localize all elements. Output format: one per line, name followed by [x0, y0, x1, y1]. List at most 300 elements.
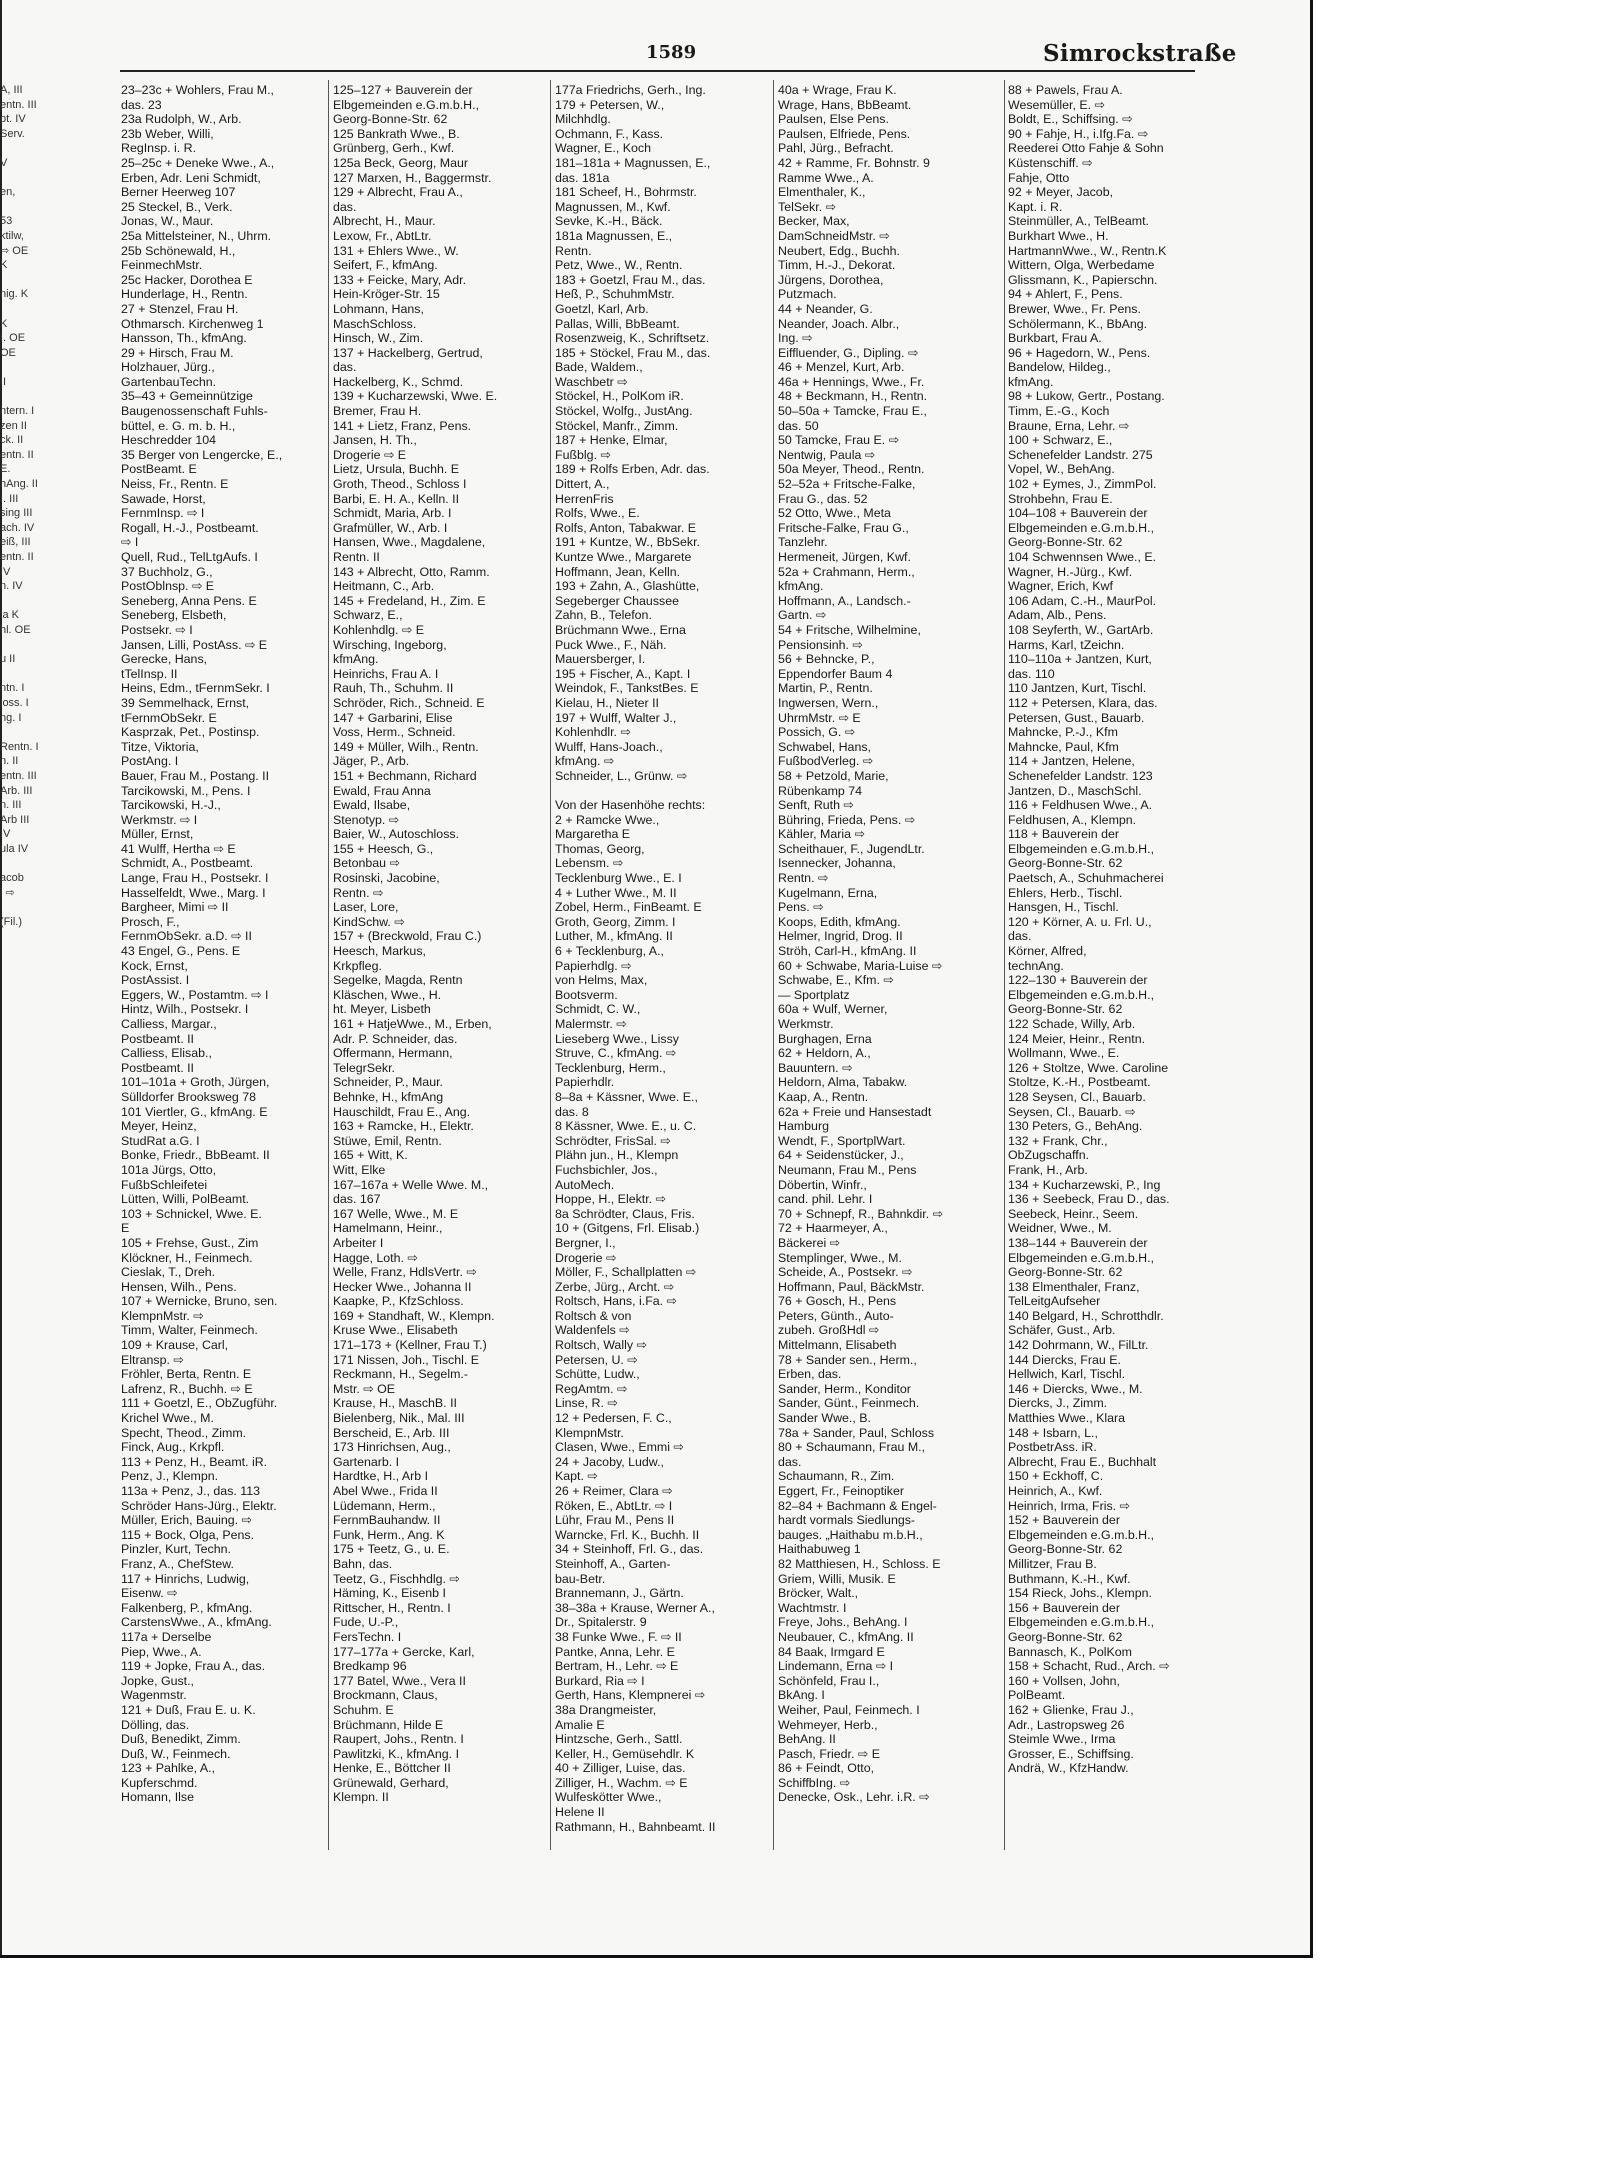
- directory-line: Adam, Alb., Pens.: [1008, 608, 1107, 623]
- directory-line: Betonbau ⇨: [333, 856, 400, 871]
- directory-line: 129 + Albrecht, Frau A.,: [333, 185, 463, 200]
- directory-line: 116 + Feldhusen Wwe., A.: [1008, 798, 1153, 813]
- directory-line: Fritsche-Falke, Frau G.,: [778, 520, 909, 535]
- directory-line: Roltsch, Hans, i.Fa. ⇨: [555, 1294, 677, 1309]
- directory-line: 10 + (Gitgens, Frl. Elisab.): [555, 1221, 700, 1236]
- directory-line: sing III: [0, 507, 33, 520]
- directory-line: Rolfs, Anton, Tabakwar. E: [555, 520, 696, 535]
- directory-line: 136 + Seebeck, Frau D., das.: [1008, 1192, 1170, 1207]
- directory-line: n. III: [0, 799, 22, 812]
- directory-line: 103 + Schnickel, Wwe. E.: [121, 1206, 262, 1221]
- column-rule: [1004, 80, 1005, 1850]
- directory-line: Jürgens, Dorothea,: [778, 272, 884, 287]
- directory-line: bauges. „Haithabu m.b.H.,: [778, 1527, 923, 1542]
- directory-line: Waschbetr ⇨: [555, 374, 628, 389]
- directory-line: Hellwich, Karl, Tischl.: [1008, 1367, 1126, 1382]
- directory-line: Tecklenburg, Herm.,: [555, 1060, 666, 1075]
- directory-line: Arbeiter I: [333, 1235, 384, 1250]
- directory-line: 82–84 + Bachmann & Engel-: [778, 1498, 937, 1513]
- directory-line: 78 + Sander sen., Herm.,: [778, 1352, 917, 1367]
- directory-line: Glissmann, K., Papierschn.: [1008, 272, 1158, 287]
- directory-line: Roltsch, Wally ⇨: [555, 1338, 647, 1353]
- directory-line: Hein-Kröger-Str. 15: [333, 287, 440, 302]
- directory-line: Stoltze, K.-H., Postbeamt.: [1008, 1075, 1151, 1090]
- directory-line: Wehmeyer, Herb.,: [778, 1717, 878, 1732]
- directory-line: Griem, Willi, Musik. E: [778, 1571, 896, 1586]
- directory-line: Zahn, B., Telefon.: [555, 608, 652, 623]
- directory-line: Stöckel, Manfr., Zimm.: [555, 418, 679, 433]
- directory-line: KlempnMstr.: [555, 1425, 624, 1440]
- directory-line: 191 + Kuntze, W., BbSekr.: [555, 535, 700, 550]
- directory-line: 48 + Beckmann, H., Rentn.: [778, 389, 928, 404]
- directory-line: technAng.: [1008, 958, 1064, 973]
- directory-line: UhrmMstr. ⇨ E: [778, 710, 861, 725]
- directory-line: Pallas, Willi, BbBeamt.: [555, 316, 680, 331]
- directory-line: Neumann, Frau M., Pens: [778, 1162, 917, 1177]
- directory-line: Hermeneit, Jürgen, Kwf.: [778, 550, 911, 564]
- directory-line: Hansen, Wwe., Magdalene,: [333, 535, 486, 550]
- directory-line: Elbgemeinden e.G.m.b.H.,: [1008, 1527, 1155, 1542]
- directory-column-4: [778, 83, 1001, 1853]
- directory-line: Steimle Wwe., Irma: [1008, 1732, 1116, 1747]
- directory-line: Matthies Wwe., Klara: [1008, 1411, 1126, 1426]
- directory-line: 52a + Crahmann, Herm.,: [778, 564, 915, 579]
- directory-line: Ströh, Carl-H., kfmAng. II: [778, 944, 917, 959]
- directory-line: Hensen, Wilh., Pens.: [121, 1279, 237, 1294]
- directory-line: Bahn, das.: [333, 1556, 393, 1571]
- directory-line: Brewer, Wwe., Fr. Pens.: [1008, 301, 1141, 316]
- directory-line: Lüdemann, Herm.,: [333, 1498, 436, 1513]
- directory-line: 161 + HatjeWwe., M., Erben,: [333, 1017, 492, 1031]
- directory-line: ht. Meyer, Lisbeth: [333, 1002, 431, 1017]
- directory-line: 25b Schönewald, H.,: [121, 243, 236, 258]
- directory-line: Ing. ⇨: [778, 331, 813, 346]
- directory-line: das. 23: [121, 97, 162, 112]
- directory-line: Becker, Max,: [778, 214, 850, 229]
- directory-line: das.: [333, 360, 357, 375]
- directory-line: Rentn.: [555, 243, 592, 258]
- directory-line: I. OE: [0, 332, 26, 345]
- directory-line: Berscheid, E., Arb. III: [333, 1425, 450, 1440]
- directory-line: 35–43 + Gemeinnützige: [121, 389, 253, 404]
- directory-line: Albrecht, Frau E., Buchhalt: [1008, 1454, 1157, 1469]
- directory-line: 101 Viertler, G., kfmAng. E: [121, 1104, 268, 1119]
- directory-line: Gerth, Hans, Klempnerei ⇨: [555, 1688, 706, 1703]
- directory-line: PostAng. I: [121, 754, 179, 769]
- directory-line: Bröcker, Walt.,: [778, 1586, 859, 1601]
- directory-line: Postsekr. ⇨ I: [121, 622, 193, 637]
- directory-line: 137 + Hackelberg, Gertrud,: [333, 345, 483, 360]
- directory-line: Werkmstr.: [778, 1017, 834, 1031]
- directory-line: Calliess, Margar.,: [121, 1017, 217, 1031]
- directory-line: Hunderlage, H., Rentn.: [121, 287, 248, 302]
- directory-line: 123 + Pahlke, A.,: [121, 1761, 216, 1776]
- directory-line: Kapt. ⇨: [555, 1469, 598, 1484]
- directory-line: Struve, C., kfmAng. ⇨: [555, 1046, 677, 1061]
- directory-line: Döbertin, Winfr.,: [778, 1177, 867, 1192]
- directory-line: Welle, Franz, HdlsVertr. ⇨: [333, 1265, 477, 1280]
- directory-line: 29 + Hirsch, Frau M.: [121, 345, 234, 360]
- directory-line: Kielau, H., Nieter II: [555, 695, 659, 710]
- directory-line: 118 + Bauverein der: [1008, 827, 1120, 842]
- directory-line: Gerecke, Hans,: [121, 652, 208, 667]
- directory-line: Seifert, F., kfmAng.: [333, 258, 438, 273]
- directory-line: 147 + Garbarini, Elise: [333, 710, 453, 725]
- street-heading: Simrockstraße: [1043, 40, 1237, 67]
- directory-line: Goetzl, Karl, Arb.: [555, 301, 649, 316]
- directory-line: 181a Magnussen, E.,: [555, 228, 673, 243]
- directory-line: 120 + Körner, A. u. Frl. U.,: [1008, 914, 1152, 929]
- directory-line: KindSchw. ⇨: [333, 914, 405, 929]
- directory-line: Elbgemeinden e.G.m.b.H.,: [1008, 987, 1155, 1002]
- directory-line: Hansgen, H., Tischl.: [1008, 900, 1119, 915]
- directory-line: Wirsching, Ingeborg,: [333, 637, 447, 652]
- directory-line: Hackelberg, K., Schmd.: [333, 374, 464, 389]
- directory-line: Weindok, F., TankstBes. E: [555, 681, 699, 696]
- directory-line: 187 + Henke, Elmar,: [555, 433, 668, 448]
- directory-line: Grosser, E., Schiffsing.: [1008, 1746, 1134, 1761]
- directory-line: Rathmann, H., Bahnbeamt. II: [555, 1819, 716, 1834]
- directory-line: Fahje, Otto: [1008, 170, 1070, 185]
- directory-line: Amalie E: [555, 1717, 605, 1732]
- directory-line: 98 + Lukow, Gertr., Postang.: [1008, 389, 1165, 404]
- directory-line: RegAmtm. ⇨: [555, 1381, 628, 1396]
- directory-line: Georg-Bonne-Str. 62: [1008, 856, 1123, 871]
- directory-line: Tarcikowski, H.-J.,: [121, 798, 221, 813]
- directory-line: A, III: [0, 84, 23, 96]
- directory-line: Laser, Lore,: [333, 900, 399, 915]
- directory-line: Ewald, Ilsabe,: [333, 798, 411, 813]
- directory-line: Behnke, H., kfmAng: [333, 1089, 444, 1104]
- directory-line: 157 + (Breckwold, Frau C.): [333, 929, 482, 944]
- directory-line: Fußblg. ⇨: [555, 447, 611, 462]
- directory-line: 92 + Meyer, Jacob,: [1008, 185, 1114, 200]
- directory-line: 177a Friedrichs, Gerh., Ing.: [555, 83, 706, 97]
- directory-line: 72 + Haarmeyer, A.,: [778, 1221, 888, 1236]
- directory-line: 126 + Stoltze, Wwe. Caroline: [1008, 1060, 1169, 1075]
- directory-line: 162 + Glienke, Frau J.,: [1008, 1702, 1134, 1717]
- directory-line: Kugelmann, Erna,: [778, 885, 878, 900]
- directory-line: Wagner, E., Koch: [555, 141, 651, 156]
- directory-line: Bertram, H., Lehr. ⇨ E: [555, 1659, 679, 1674]
- directory-line: 54 + Fritsche, Wilhelmine,: [778, 622, 921, 637]
- directory-line: das.: [1008, 929, 1032, 944]
- directory-line: Schneider, L., Grünw. ⇨: [555, 768, 688, 783]
- left-margin-fragments: [0, 83, 48, 1853]
- directory-line: Puck Wwe., F., Näh.: [555, 637, 667, 652]
- directory-line: 50 Tamcke, Frau E. ⇨: [778, 433, 900, 448]
- directory-line: Neubert, Edg., Buchh.: [778, 243, 900, 258]
- directory-line: Tanzlehr.: [778, 535, 828, 550]
- header-rule: [120, 70, 1195, 72]
- directory-line: Specht, Theod., Zimm.: [121, 1425, 247, 1440]
- directory-line: Falkenberg, P., kfmAng.: [121, 1600, 253, 1615]
- directory-line: Georg-Bonne-Str. 62: [333, 112, 448, 127]
- directory-line: 173 Hinrichsen, Aug.,: [333, 1440, 451, 1455]
- directory-line: Tarcikowski, M., Pens. I: [121, 783, 251, 798]
- directory-line: 185 + Stöckel, Frau M., das.: [555, 345, 711, 360]
- directory-line: 183 + Goetzl, Frau M., das.: [555, 272, 706, 287]
- directory-line: Neander, Joach. Albr.,: [778, 316, 900, 331]
- directory-column-2: [333, 83, 546, 1853]
- directory-line: Kruse Wwe., Elisabeth: [333, 1323, 458, 1338]
- directory-line: IV: [0, 565, 11, 578]
- directory-line: entn. III: [0, 98, 37, 111]
- directory-line: Schwarz, E.,: [333, 608, 403, 623]
- directory-line: 132 + Frank, Chr.,: [1008, 1133, 1108, 1148]
- directory-line: GartenbauTechn.: [121, 374, 217, 389]
- directory-line: tFernmObSekr. E: [121, 710, 217, 725]
- directory-line: Abel Wwe., Frida II: [333, 1484, 438, 1498]
- directory-line: Helmer, Ingrid, Drog. II: [778, 929, 903, 944]
- directory-line: nig. K: [0, 288, 29, 301]
- directory-line: CarstensWwe., A., kfmAng.: [121, 1615, 272, 1630]
- directory-line: Grünberg, Gerh., Kwf.: [333, 141, 455, 156]
- directory-line: Rolfs, Wwe., E.: [555, 506, 640, 521]
- directory-line: 62a + Freie und Hansestadt: [778, 1104, 932, 1119]
- directory-line: Fude, U.-P.,: [333, 1615, 399, 1630]
- directory-line: [0, 638, 48, 653]
- directory-line: 122 Schade, Willy, Arb.: [1008, 1017, 1136, 1031]
- directory-line: Heitmann, C., Arb.: [333, 579, 435, 594]
- directory-line: Möller, F., Schallplatten ⇨: [555, 1265, 697, 1280]
- directory-line: Othmarsch. Kirchenweg 1: [121, 316, 264, 331]
- directory-line: Tecklenburg Wwe., E. I: [555, 871, 682, 886]
- directory-line: Kläschen, Wwe., H.: [333, 987, 442, 1002]
- directory-line: Rübenkamp 74: [778, 783, 863, 798]
- directory-line: 165 + Witt, K.: [333, 1148, 408, 1163]
- directory-line: loss. I: [0, 696, 29, 709]
- directory-line: Schaumann, R., Zim.: [778, 1469, 895, 1484]
- directory-line: 84 Baak, Irmgard E: [778, 1644, 885, 1659]
- directory-line: Schütte, Ludw.,: [555, 1367, 640, 1382]
- directory-line: 64 + Seidenstücker, J.,: [778, 1148, 904, 1163]
- directory-line: bau-Betr.: [555, 1571, 606, 1586]
- directory-line: 167–167a + Welle Wwe. M.,: [333, 1177, 489, 1192]
- directory-line: la K: [0, 609, 19, 622]
- directory-line: Von der Hasenhöhe rechts:: [555, 798, 706, 813]
- directory-line: [0, 725, 48, 740]
- directory-line: Weiher, Paul, Feinmech. I: [778, 1702, 920, 1717]
- directory-line: 42 + Ramme, Fr. Bohnstr. 9: [778, 155, 930, 170]
- directory-line: 163 + Ramcke, H., Elektr.: [333, 1119, 474, 1134]
- column-rule: [773, 80, 774, 1850]
- directory-line: Martin, P., Rentn.: [778, 681, 873, 696]
- directory-line: Bandelow, Hildeg.,: [1008, 360, 1111, 375]
- directory-line: Hamelmann, Heinr.,: [333, 1221, 443, 1236]
- directory-line: Clasen, Wwe., Emmi ⇨: [555, 1440, 684, 1455]
- directory-line: Schneider, P., Maur.: [333, 1075, 443, 1090]
- directory-line: 104–108 + Bauverein der: [1008, 506, 1148, 521]
- directory-line: 148 + Isbarn, L.,: [1008, 1425, 1098, 1440]
- directory-line: Bootsverm.: [555, 987, 618, 1002]
- directory-line: 78a + Sander, Paul, Schloss: [778, 1425, 935, 1440]
- directory-line: TelegrSekr.: [333, 1060, 395, 1075]
- directory-line: kfmAng.: [1008, 374, 1054, 389]
- directory-line: Raupert, Johs., Rentn. I: [333, 1732, 464, 1747]
- directory-line: Seebeck, Heinr., Seem.: [1008, 1206, 1139, 1221]
- directory-line: cand. phil. Lehr. I: [778, 1192, 873, 1207]
- directory-line: 128 Seysen, Cl., Bauarb.: [1008, 1089, 1146, 1104]
- directory-line: [0, 594, 48, 609]
- directory-line: u II: [0, 653, 16, 666]
- directory-line: [0, 360, 48, 375]
- directory-line: Neubauer, C., kfmAng. II: [778, 1629, 914, 1644]
- directory-line: Schröder, Rich., Schneid. E: [333, 695, 485, 710]
- directory-line: das. 167: [333, 1192, 381, 1207]
- directory-line: II: [0, 375, 7, 388]
- directory-line: Schwabe, E., Kfm. ⇨: [778, 973, 894, 988]
- directory-line: Linse, R. ⇨: [555, 1396, 618, 1411]
- directory-line: Heins, Edm., tFernmSekr. I: [121, 681, 270, 696]
- directory-line: Albrecht, H., Maur.: [333, 214, 436, 229]
- directory-line: 131 + Ehlers Wwe., W.: [333, 243, 459, 258]
- directory-line: Dittert, A.,: [555, 477, 610, 492]
- directory-line: BkAng. I: [778, 1688, 825, 1703]
- directory-line: 171–173 + (Kellner, Frau T.): [333, 1338, 487, 1353]
- directory-line: Berner Heerweg 107: [121, 185, 236, 200]
- directory-line: Kähler, Maria ⇨: [778, 827, 865, 842]
- directory-line: 27 + Stenzel, Frau H.: [121, 301, 239, 316]
- directory-line: 134 + Kucharzewski, P., Ing: [1008, 1177, 1161, 1192]
- directory-line: Schönfeld, Frau I.,: [778, 1673, 880, 1688]
- directory-line: Mauersberger, I.: [555, 652, 646, 667]
- directory-line: Timm, Walter, Feinmech.: [121, 1323, 258, 1338]
- directory-line: Warncke, Frl. K., Buchh. II: [555, 1527, 700, 1542]
- directory-line: Helene II: [555, 1805, 605, 1820]
- directory-line: 117 + Hinrichs, Ludwig,: [121, 1571, 250, 1586]
- directory-line: Papierhdlr.: [555, 1075, 615, 1090]
- directory-line: Stemplinger, Wwe., M.: [778, 1250, 902, 1265]
- directory-line: Kasprzak, Pet., Postinsp.: [121, 725, 260, 740]
- directory-line: Heesch, Markus,: [333, 944, 426, 959]
- directory-line: 23–23c + Wohlers, Frau M.,: [121, 83, 275, 97]
- directory-line: Finck, Aug., Krkpfl.: [121, 1440, 225, 1455]
- directory-line: Eltransp. ⇨: [121, 1352, 184, 1367]
- directory-line: tTelInsp. II: [121, 666, 178, 681]
- directory-line: 23a Rudolph, W., Arb.: [121, 112, 242, 127]
- directory-line: Rittscher, H., Rentn. I: [333, 1600, 451, 1615]
- directory-line: 76 + Gosch, H., Pens: [778, 1294, 897, 1309]
- directory-line: Funk, Herm., Ang. K: [333, 1527, 445, 1542]
- directory-line: K: [0, 317, 8, 330]
- directory-line: Paulsen, Else Pens.: [778, 112, 889, 127]
- directory-line: 38 Funke Wwe., F. ⇨ II: [555, 1629, 682, 1644]
- directory-line: Ochmann, F., Kass.: [555, 126, 664, 141]
- directory-line: büttel, e. G. m. b. H.,: [121, 418, 236, 433]
- directory-line: Holzhauer, Jürg.,: [121, 360, 215, 375]
- directory-line: en,: [0, 186, 16, 199]
- directory-line: Burkbart, Frau A.: [1008, 331, 1102, 346]
- directory-line: ng. I: [0, 711, 22, 724]
- directory-line: Voss, Herm., Schneid.: [333, 725, 456, 740]
- directory-line: Petersen, U. ⇨: [555, 1352, 638, 1367]
- directory-line: Elbgemeinden e.G.m.b.H.,: [333, 97, 480, 112]
- directory-line: 138 Elmenthaler, Franz,: [1008, 1279, 1140, 1294]
- directory-line: ach. IV: [0, 521, 35, 534]
- directory-line: 8a Schrödter, Claus, Fris.: [555, 1206, 695, 1221]
- directory-line: Brüchmann Wwe., Erna: [555, 622, 686, 637]
- directory-line: Rentn. ⇨: [778, 871, 829, 886]
- directory-line: Senft, Ruth ⇨: [778, 798, 854, 813]
- directory-line: Klöckner, H., Feinmech.: [121, 1250, 253, 1265]
- directory-line: Drogerie ⇨: [555, 1250, 617, 1265]
- directory-line: hAng. II: [0, 478, 38, 491]
- directory-line: Stöckel, H., PolKom iR.: [555, 389, 684, 404]
- directory-line: Wrage, Hans, BbBeamt.: [778, 97, 912, 112]
- directory-line: Andrä, W., KfzHandw.: [1008, 1761, 1129, 1776]
- directory-line: 108 Seyferth, W., GartArb.: [1008, 622, 1154, 637]
- directory-line: Milchhdlg.: [555, 112, 611, 127]
- directory-line: [0, 667, 48, 682]
- directory-line: Magnussen, M., Kwf.: [555, 199, 671, 214]
- directory-line: Arb. III: [0, 784, 33, 797]
- directory-line: 181 Scheef, H., Bohrmstr.: [555, 185, 697, 200]
- column-rule: [550, 80, 551, 1850]
- directory-line: 86 + Feindt, Otto,: [778, 1761, 875, 1776]
- directory-line: 160 + Vollsen, John,: [1008, 1673, 1120, 1688]
- directory-line: Zilliger, H., Wachm. ⇨ E: [555, 1775, 688, 1790]
- page-number: 1589: [646, 42, 697, 63]
- directory-line: Lange, Frau H., Postsekr. I: [121, 871, 269, 886]
- directory-line: Seneberg, Anna Pens. E: [121, 593, 257, 608]
- directory-line: Brockmann, Claus,: [333, 1688, 438, 1703]
- directory-line: FußbodVerleg. ⇨: [778, 754, 874, 769]
- directory-line: Reederei Otto Fahje & Sohn: [1008, 141, 1164, 156]
- directory-line: Timm, H.-J., Dekorat.: [778, 258, 896, 273]
- directory-line: Segelke, Magda, Rentn: [333, 973, 463, 988]
- directory-line: Dr., Spitalerstr. 9: [555, 1615, 647, 1630]
- directory-line: 177–177a + Gercke, Karl,: [333, 1644, 475, 1659]
- directory-line: HartmannWwe., W., Rentn.K: [1008, 243, 1167, 258]
- directory-line: Dölling, das.: [121, 1717, 190, 1732]
- directory-line: 26 + Reimer, Clara ⇨: [555, 1484, 673, 1498]
- directory-line: Jantzen, D., MaschSchl.: [1008, 783, 1142, 798]
- directory-line: BehAng. II: [778, 1732, 836, 1747]
- directory-line: 52 Otto, Wwe., Meta: [778, 506, 891, 521]
- directory-line: 25a Mittelsteiner, N., Uhrm.: [121, 228, 272, 243]
- directory-line: Hoffmann, Paul, BäckMstr.: [778, 1279, 925, 1294]
- directory-line: n. II: [0, 755, 19, 768]
- directory-line: Lafrenz, R., Buchh. ⇨ E: [121, 1381, 253, 1396]
- directory-line: ula IV: [0, 842, 29, 855]
- directory-line: FersTechn. I: [333, 1629, 402, 1644]
- directory-line: Nentwig, Paula ⇨: [778, 447, 876, 462]
- directory-line: 145 + Fredeland, H., Zim. E: [333, 593, 486, 608]
- directory-line: Wachtmstr. I: [778, 1600, 847, 1615]
- directory-line: Schuhm. E: [333, 1702, 394, 1717]
- directory-line: kfmAng. ⇨: [555, 754, 615, 769]
- directory-line: 52–52a + Fritsche-Falke,: [778, 477, 916, 492]
- directory-line: Lohmann, Hans,: [333, 301, 424, 316]
- directory-line: Keller, H., Gemüsehdlr. K: [555, 1746, 695, 1761]
- directory-line: IV: [0, 828, 11, 841]
- directory-line: Jäger, P., Arb.: [333, 754, 410, 769]
- directory-line: Röken, E., AbtLtr. ⇨ I: [555, 1498, 673, 1513]
- directory-line: Müller, Erich, Bauing. ⇨: [121, 1513, 252, 1528]
- directory-line: Burkhart Wwe., H.: [1008, 228, 1109, 243]
- directory-line: OE: [0, 346, 16, 359]
- directory-line: Duß, Benedikt, Zimm.: [121, 1732, 241, 1747]
- directory-line: FernmObSekr. a.D. ⇨ II: [121, 929, 252, 944]
- directory-line: entn. II: [0, 551, 34, 563]
- directory-line: 141 + Lietz, Franz, Pens.: [333, 418, 472, 433]
- directory-line: Schmidt, C. W.,: [555, 1002, 641, 1017]
- directory-line: Segeberger Chaussee: [555, 593, 679, 608]
- directory-line: Possich, G. ⇨: [778, 725, 856, 740]
- directory-line: Kohlenhdlr. ⇨: [555, 725, 631, 740]
- directory-line: Paetsch, A., Schuhmacherei: [1008, 871, 1164, 886]
